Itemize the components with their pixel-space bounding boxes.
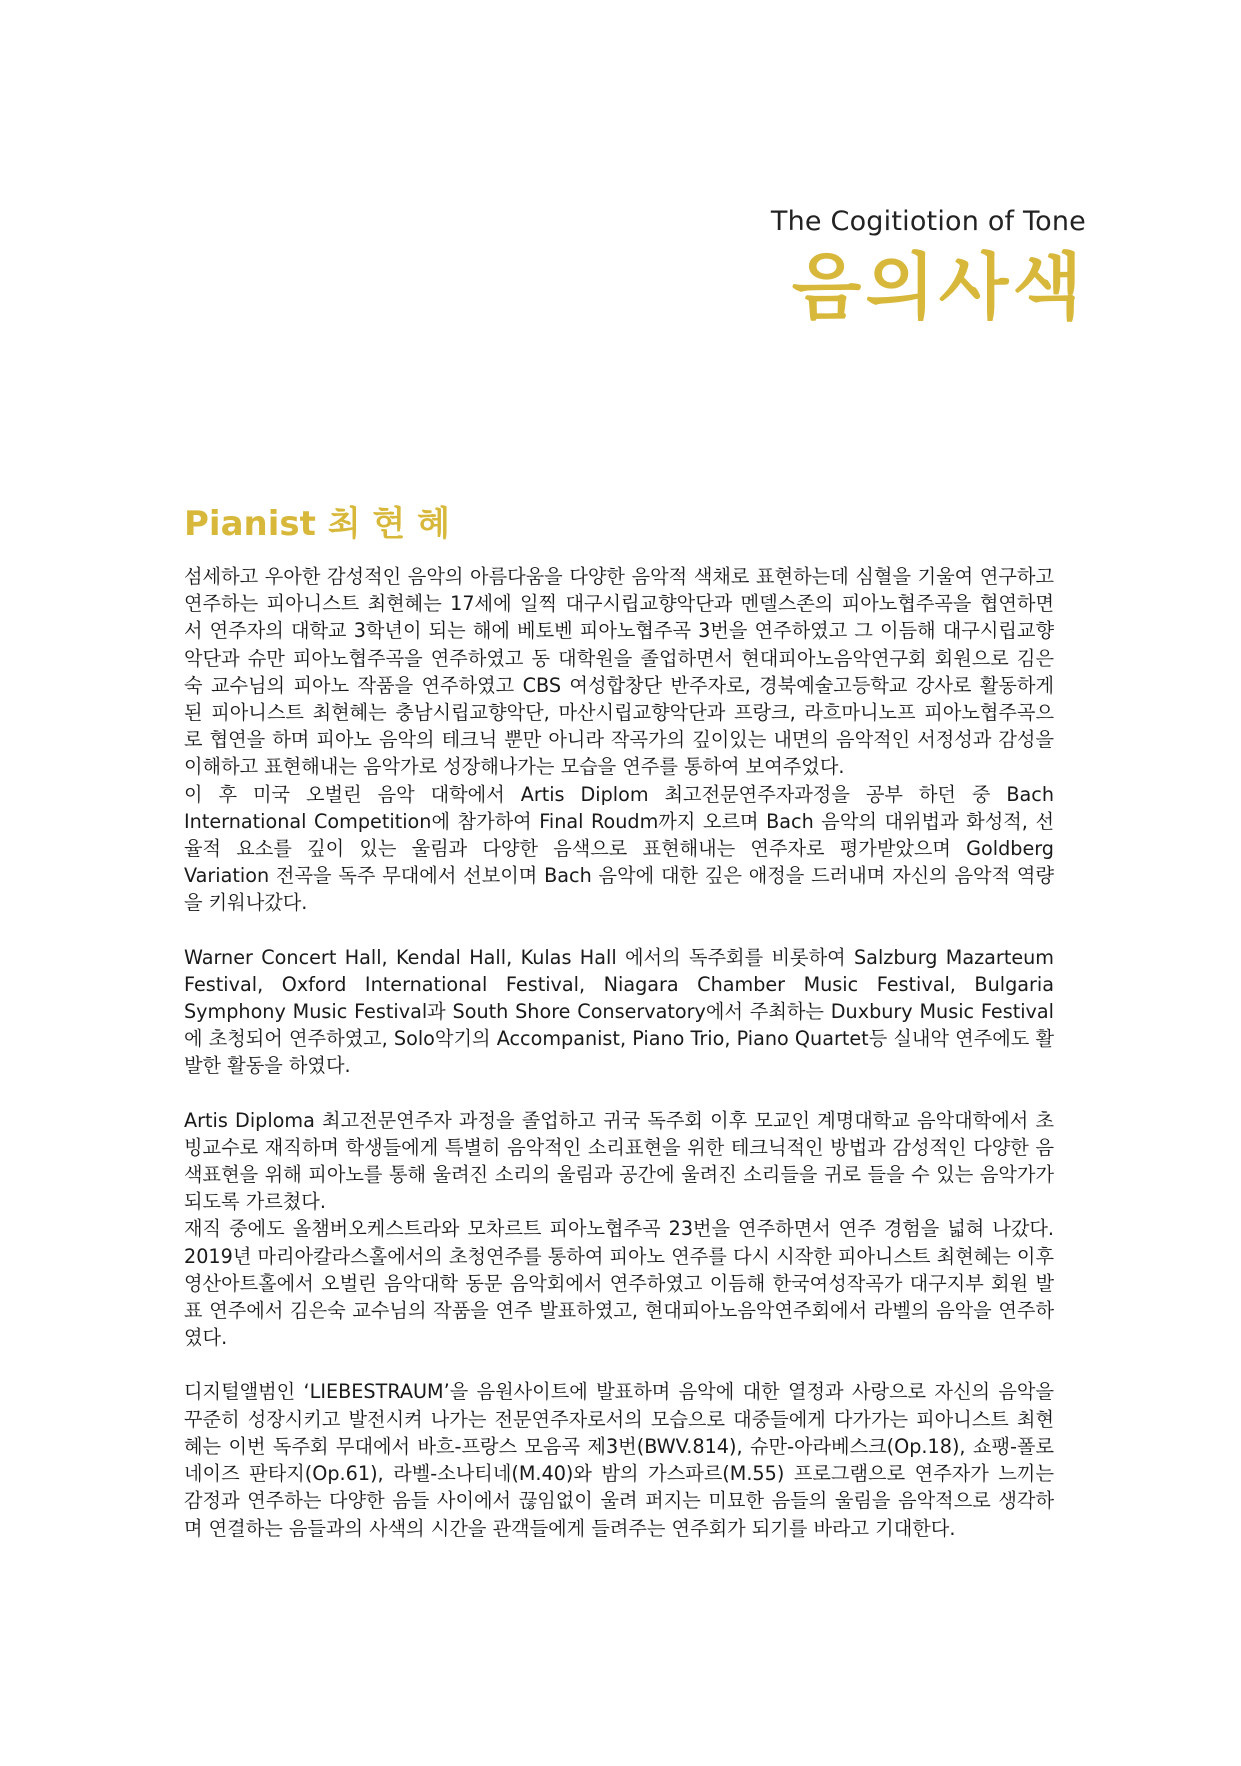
section-heading: Pianist 최 현 혜 — [184, 504, 450, 544]
paragraph: Artis Diploma 최고전문연주자 과정을 졸업하고 귀국 독주회 이후 모교인 계명대학교 음악대학에서 초빙교수로 재직하며 학생들에게 특별히 음악적인 소리표현을 위한 테크닉적인 방법과 감성적인 다양한 음색표현을 위해 피아노를 통해 울려진 소리의 울림과 공간에 울려진 소리들을 귀로 들을 수 있는 음악가가 되도록 가르쳤다. — [184, 1108, 1054, 1214]
paragraph: Warner Concert Hall, Kendal Hall, Kulas Hall 에서의 독주회를 비롯하여 Salzburg Mazarteum Festival, Oxford International Festival, Niagara Chamber Music Festival, Bulgaria Symphony Music Festival과 South Shore Conservatory에서 주최하는 Duxbury Music Festival에 초청되어 연주하였고, Solo악기의 Accompanist, Piano Trio, Piano Quartet등 실내악 연주에도 활발한 활동을 하였다. — [184, 945, 1054, 1078]
page-header — [771, 203, 1086, 329]
paragraph: 디지털앨범인 ‘LIEBESTRAUM’을 음원사이트에 발표하며 음악에 대한 열정과 사랑으로 자신의 음악을 꾸준히 성장시키고 발전시켜 나가는 전문연주자로서의 모습으로 대중들에게 다가가는 피아니스트 최현혜는 이번 독주회 무대에서 바흐-프랑스 모음곡 제3번(BWV.814), 슈만-아라베스크(Op.18), 쇼팽-폴로네이즈 판타지(Op.61), 라벨-소나티네(M.40)와 밤의 가스파르(M.55) 프로그램으로 연주자가 느끼는 감정과 연주하는 다양한 음들 사이에서 끊임없이 울려 퍼지는 미묘한 음들의 울림을 음악적으로 생각하며 연결하는 음들과의 사색의 시간을 관객들에게 들려주는 연주회가 되기를 바라고 기대한다. — [184, 1380, 1054, 1540]
paragraph-spacer — [184, 1351, 1054, 1378]
biography-text — [184, 563, 1054, 1542]
paragraph-spacer — [184, 917, 1054, 944]
paragraph: 이 후 미국 오벌린 음악 대학에서 Artis Diplom 최고전문연주자과정을 공부 하던 중 Bach International Competition에 참가하여 Final Roudm까지 오르며 Bach 음악의 대위법과 화성적, 선율적 요소를 깊이 있는 울림과 다양한 음색으로 표현해내는 연주자로 평가받았으며 Goldberg Variation 전곡을 독주 무대에서 선보이며 Bach 음악에 대한 깊은 애정을 드러내며 자신의 음악적 역량을 키워나갔다. — [184, 782, 1054, 915]
page-subtitle: The Cogitiotion of Tone — [770, 206, 1086, 237]
page-title: 음의사색 — [791, 245, 1086, 329]
paragraph: 재직 중에도 올챔버오케스트라와 모차르트 피아노협주곡 23번을 연주하면서 연주 경험을 넓혀 나갔다. 2019년 마리아칼라스홀에서의 초청연주를 통하여 피아노 연주를 다시 시작한 피아니스트 최현혜는 이후 영산아트홀에서 오벌린 음악대학 동문 음악회에서 연주하였고 이듬해 한국여성작곡가 대구지부 회원 발표 연주에서 김은숙 교수님의 작품을 연주 발표하였고, 현대피아노음악연주회에서 라벨의 음악을 연주하였다. — [184, 1217, 1054, 1350]
paragraph: 섬세하고 우아한 감성적인 음악의 아름다움을 다양한 음악적 색채로 표현하는데 심혈을 기울여 연구하고 연주하는 피아니스트 최현혜는 17세에 일찍 대구시립교향악단과 멘델스존의 피아노협주곡을 협연하면서 연주자의 대학교 3학년이 되는 해에 베토벤 피아노협주곡 3번을 연주하였고 그 이듬해 대구시립교향악단과 슈만 피아노협주곡을 연주하였고 동 대학원을 졸업하면서 현대피아노음악연구회 회원으로 김은숙 교수님의 피아노 작품을 연주하였고 CBS 여성합창단 반주자로, 경북예술고등학교 강사로 활동하게 된 피아니스트 최현혜는 충남시립교향악단, 마산시립교향악단과 프랑크, 라흐마니노프 피아노협주곡으로 협연을 하며 피아노 음악의 테크닉 뿐만 아니라 작곡가의 깊이있는 내면의 음악적인 서정성과 감성을 이해하고 표현해내는 음악가로 성장해나가는 모습을 연주를 통하여 보여주었다. — [184, 565, 1054, 779]
paragraph-spacer — [184, 1080, 1054, 1107]
